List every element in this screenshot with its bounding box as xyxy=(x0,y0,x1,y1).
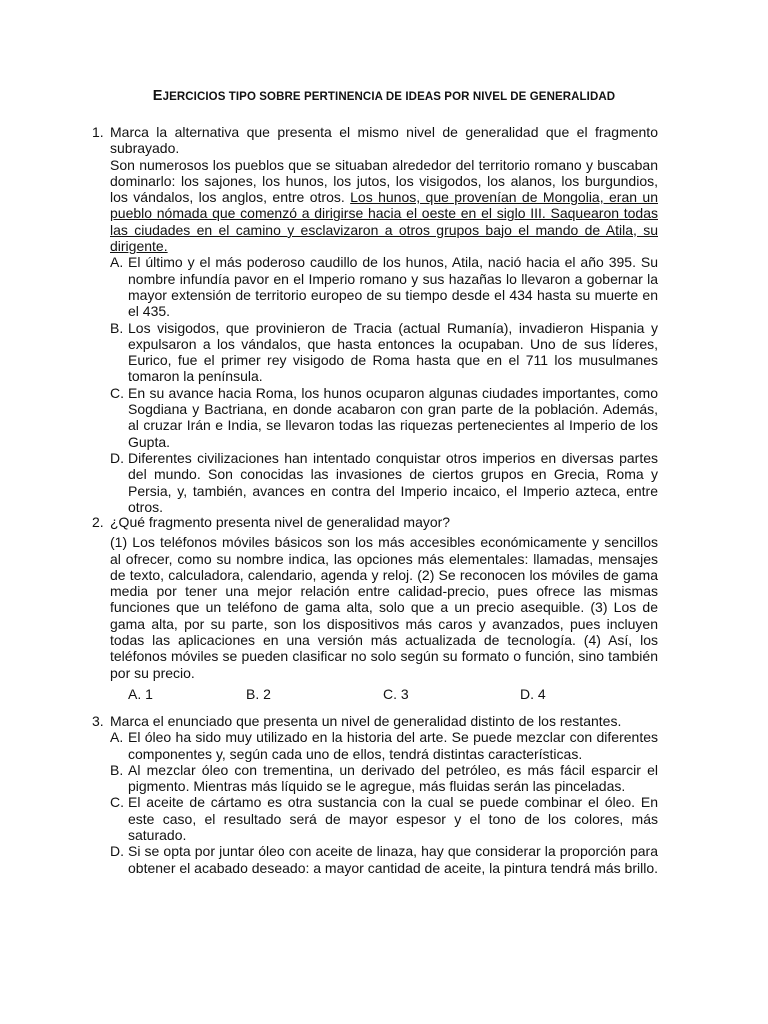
title-initial: E xyxy=(152,88,163,104)
passage-text: Son numerosos los pueblos que se situaban alrededor del territorio romano y buscaban dominarlo: los sajones, los hunos, los jutos, los visigodos, los alanos, los burgundios, los vándalos, los anglos, entre otros. xyxy=(110,156,658,206)
option-text: Los visigodos, que provinieron de Tracia (actual Rumanía), invadieron Hispania y expulsaron a los vándalos, que hasta entonces la ocupaban. Uno de sus líderes, Eurico, fue el primer rey visigodo de Roma hasta que en el 711 los musulmanes tomaron la península. xyxy=(128,319,658,385)
option-letter: A. xyxy=(110,729,124,746)
option-letter: B. xyxy=(110,319,124,336)
option-letter: B. xyxy=(110,761,124,778)
option-text: En su avance hacia Roma, los hunos ocuparon algunas ciudades importantes, como Sogdiana y Bactriana, en donde acabaron con gran parte de la población. Además, al cruzar Irán e India, se llevaron todas las riquezas pertenecientes al Imperio de los Gupta. xyxy=(128,384,658,450)
option-d: D. 4 xyxy=(520,685,546,702)
option-letter: A. xyxy=(110,254,124,271)
question-3 xyxy=(92,713,659,876)
option-c xyxy=(110,384,658,450)
option-c: C. 3 xyxy=(383,685,409,702)
option-letter: C. xyxy=(110,794,124,811)
option-b xyxy=(110,761,658,795)
question-stem: Marca la alternativa que presenta el mismo nivel de generalidad que el fragmento subrayado. xyxy=(110,124,658,157)
option-a xyxy=(110,254,658,320)
option-letter: C. xyxy=(110,384,124,401)
question-number: 2. xyxy=(92,514,104,530)
page-title xyxy=(0,88,768,105)
question-1 xyxy=(92,124,658,515)
options-row xyxy=(110,686,658,703)
options-list xyxy=(110,729,658,876)
option-text: El aceite de cártamo es otra sustancia con la cual se puede combinar el óleo. En este caso, el resultado será de mayor espesor y el tono de los colores, más saturado. xyxy=(128,794,658,844)
title-rest: JERCICIOS TIPO SOBRE PERTINENCIA DE IDEAS POR NIVEL DE GENERALIDAD xyxy=(162,91,616,103)
option-a: A. 1 xyxy=(128,685,153,702)
option-letter: D. xyxy=(110,449,124,466)
option-b: B. 2 xyxy=(246,685,271,702)
question-2 xyxy=(92,514,658,703)
option-a xyxy=(110,729,658,762)
option-text: Diferentes civilizaciones han intentado conquistar otros imperios en diversas partes del mundo. Son conocidas las invasiones de ciertos grupos en Grecia, Roma y Persia, y, también, avances en contra del Imperio incaico, el Imperio azteca, entre otros. xyxy=(128,449,658,515)
question-passage: (1) Los teléfonos móviles básicos son los más accesibles económicamente y sencillos al ofrecer, como su nombre indica, las opciones más elementales: llamadas, mensajes de texto, calculadora, calendario, agenda y reloj. (2) Se reconocen los móviles de gama media por tener una mejor relación entre calidad-precio, pues ofrece las mismas funciones que un teléfono de gama alta, solo que a un precio asequible. (3) Los de gama alta, por su parte, son los dispositivos más caros y avanzados, pues incluyen todas las aplicaciones en una versión más actualizada de tecnología. (4) Así, los teléfonos móviles se pueden clasificar no solo según su formato o función, sino también por su precio. xyxy=(110,534,658,681)
option-text: Si se opta por juntar óleo con aceite de linaza, hay que considerar la proporción para obtener el acabado deseado: a mayor cantidad de aceite, la pintura tendrá más brillo. xyxy=(128,843,659,876)
option-letter: D. xyxy=(110,843,124,860)
question-number: 1. xyxy=(92,124,104,140)
options-list xyxy=(110,254,658,515)
option-text: Al mezclar óleo con trementina, un derivado del petróleo, es más fácil esparcir el pigmento. Mientras más líquido se le agregue, más fluidas serán las pinceladas. xyxy=(128,761,658,795)
option-d xyxy=(110,843,659,876)
option-c xyxy=(110,794,658,844)
option-text: El óleo ha sido muy utilizado en la historia del arte. Se puede mezclar con diferentes componentes y, según cada uno de ellos, tendrá distintas características. xyxy=(128,729,658,762)
option-b xyxy=(110,319,658,385)
option-d xyxy=(110,449,658,515)
question-passage xyxy=(110,157,658,255)
question-stem: ¿Qué fragmento presenta nivel de generalidad mayor? xyxy=(110,514,451,530)
question-number: 3. xyxy=(92,713,104,729)
underlined-fragment: Los hunos, que provenían de Mongolia, eran un pueblo nómada que comenzó a dirigirse hacia el oeste en el siglo III. Saquearon todas las ciudades en el camino y esclavizaron a otros grupos bajo el mando de Atila, su dirigente. xyxy=(110,189,658,255)
question-stem: Marca el enunciado que presenta un nivel de generalidad distinto de los restantes. xyxy=(110,713,622,729)
option-text: El último y el más poderoso caudillo de los hunos, Atila, nació hacia el año 395. Su nombre infundía pavor en el Imperio romano y sus hazañas lo llevaron a gobernar la mayor extensión de territorio europeo de su tiempo desde el 434 hasta su muerte en el 435. xyxy=(128,254,658,320)
